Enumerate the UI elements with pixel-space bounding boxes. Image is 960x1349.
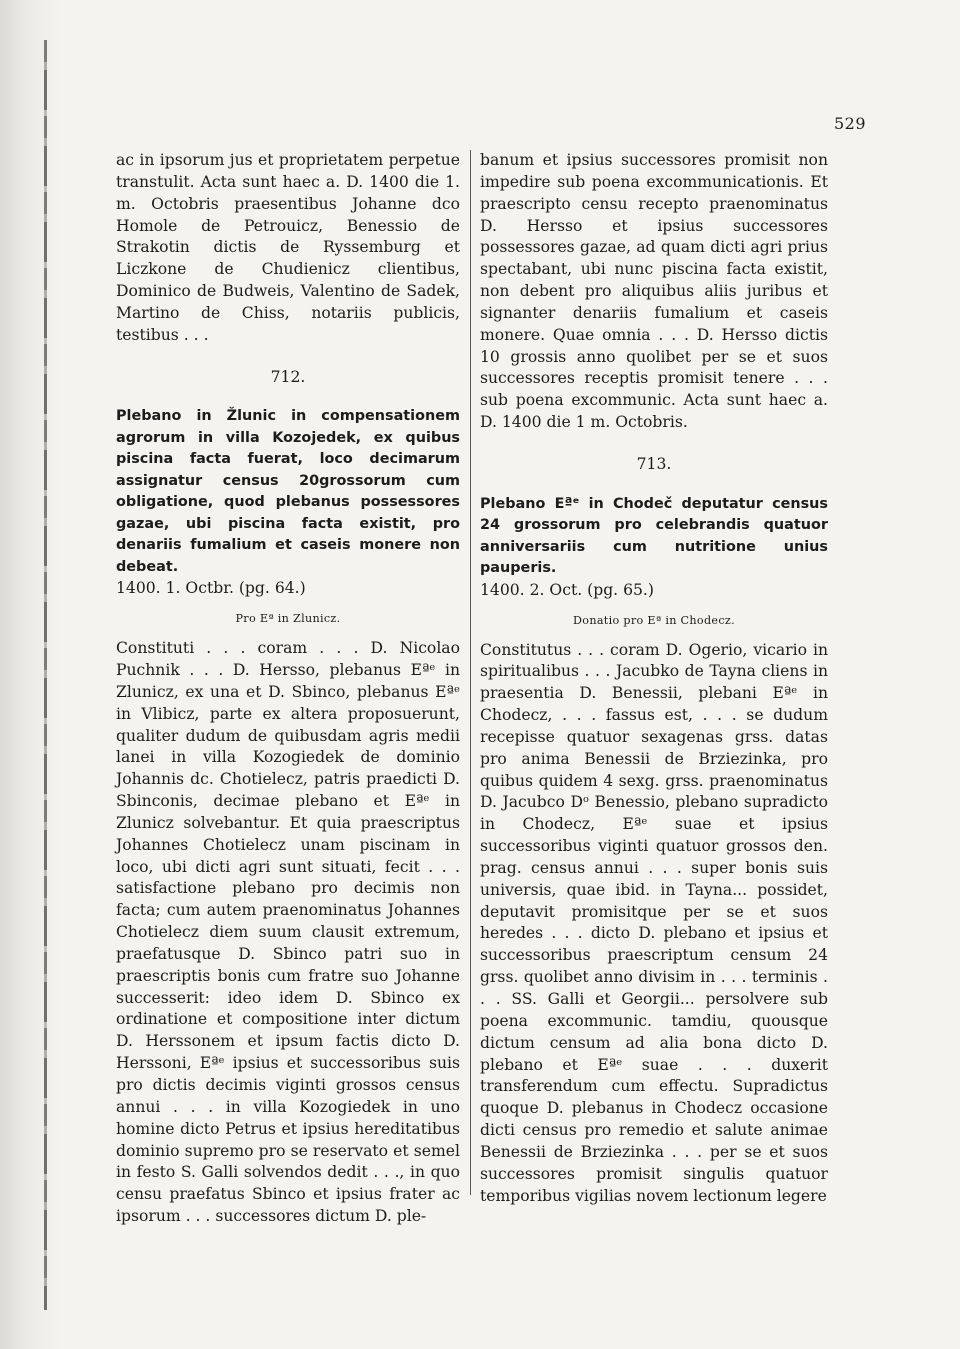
entry-date-712: 1400. 1. Octbr. (pg. 64.): [116, 579, 306, 598]
entry-body-713: Constitutus . . . coram D. Ogerio, vicario in spiritualibus . . . Jacubko de Tayna cliens in praesentia D. Benessii, plebani Eªᵉ in Chodecz, . . . fassus est, . . . se dudum recepisse quatuor sexagenas grss. datas pro anima Benessii de Brziezinka, pro quibus quidem 4 sexg. grss. praenominatus D. Jacubco Dᵒ Benessio, plebano supradicto in Chodecz, Eªᵉ suae et ipsius successoribus viginti quatuor grossos den. prag. census annui . . . super bonis suis universis, quae ibid. in Tayna... possidet, deputavit promisitque per se et suos heredes . . . dicto D. plebano et ipsius et successoribus praescriptum censum 24 grss. quolibet anno divisim in . . . terminis . . . SS. Galli et Georgii... persolvere sub poena excommunic. tamdiu, quousque dictum censum ad alia bona dicto D. plebano et Eªᵉ suae . . . duxerit transferendum cum effectu. Supradictus quoque D. plebanus in Chodecz occasione dicti census pro remedio et salute animae Benessii de Brziezinka . . . per se et suos successores promisit singulis quatuor temporibus vigilias novem lectionum legere: [480, 640, 828, 1205]
left-column: [116, 150, 460, 1228]
entry-heading-712: Plebano in Žlunic in compensationem agrorum in villa Kozojedek, ex quibus piscina facta fuerat, loco decimarum assignatur census 20grossorum cum obligatione, quod plebanus possessores gazae, ubi piscina facta existit, pro denariis fumalium et caseis monere non debeat.: [116, 408, 460, 575]
right-column: [480, 150, 828, 1207]
entry-date-713: 1400. 2. Oct. (pg. 65.): [480, 580, 654, 599]
left-continuation-text: ac in ipsorum jus et proprietatem perpetue transtulit. Acta sunt haec a. D. 1400 die 1. m. Octobris praesentibus Johanne dco Homole de Petrouicz, Benessio de Strakotin dictis de Ryssemburg et Liczkone de Chudienicz clientibus, Dominico de Budweis, Valentino de Sadek, Martino de Chiss, notariis publicis, testibus . . .: [116, 151, 460, 344]
entry-body-712: Constituti . . . coram . . . D. Nicolao Puchnik . . . D. Hersso, plebanus Eªᵉ in Zlunicz, ex una et D. Sbinco, plebanus Eªᵉ in Vlibicz, parte ex altera proposuerunt, qualiter dudum de quibusdam agris medii lanei in villa Kozogiedek de dominio Johannis dc. Chotielecz, patris praedicti D. Sbinconis, decimae plebano et Eªᵉ in Zlunicz solvebantur. Et quia praescriptus Johannes Chotielecz unam piscinam in loco, ubi dicti agri sunt situati, fecit . . . satisfactione plebano pro decimis non facta; cum autem praenominatus Johannes Chotielecz diem suum clausit extremum, praefatusque D. Sbinco patri suo in praescriptis bonis cum fratre suo Johanne successerit: ideo idem D. Sbinco ex ordinatione et compositione inter dictum D. Herssonem et ipsum factis dicto D. Herssoni, Eªᵉ ipsius et successoribus suis pro dictis decimis viginti grossos census annui . . . in villa Kozogiedek in uno homine dicto Petrus et ipsius hereditatibus dominio supremo pro se reservato et semel in festo S. Galli solvendos dedit . . ., in quo censu praefatus Sbinco et ipsius frater ac ipsorum . . . successores dictum D. ple-: [116, 639, 460, 1226]
scan-binding-shadow: [44, 40, 47, 1310]
entry-number-712: 712.: [270, 367, 306, 386]
column-divider: [470, 150, 471, 1195]
right-continuation-text: banum et ipsius successores promisit non impedire sub poena excommunicationis. Et praescripto censu recepto praenominatus D. Hersso et ipsius successores possessores gazae, ad quam dicti agri prius spectabant, ubi nunc piscina facta existit, non debent pro aliquibus aliis juribus et signanter denariis fumalium et caseis monere. Quae omnia . . . D. Hersso dictis 10 grossis anno quolibet per se et suos successores receptis promisit tenere . . . sub poena excommunic. Acta sunt haec a. D. 1400 die 1 m. Octobris.: [480, 151, 828, 432]
entry-number-713: 713.: [636, 454, 672, 473]
entry-heading-713: Plebano Eªᵉ in Chodeč deputatur census 24 grossorum pro celebrandis quatuor anniversariis cum nutritione unius pauperis.: [480, 495, 828, 577]
scan-binding-edge: [0, 0, 62, 1349]
entry-subtitle-713: Donatio pro Eª in Chodecz.: [573, 613, 735, 627]
page-number: 529: [833, 114, 866, 133]
entry-subtitle-712: Pro Eª in Zlunicz.: [235, 612, 341, 626]
